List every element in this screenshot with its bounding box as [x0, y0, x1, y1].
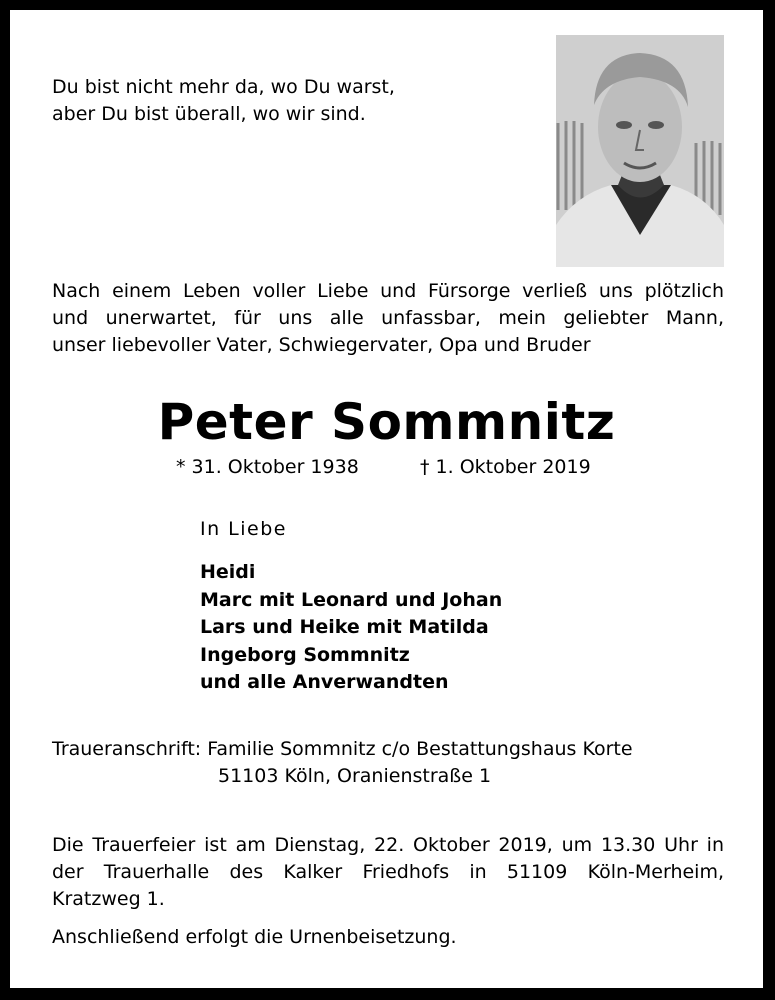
- quote-line: aber Du bist überall, wo wir sind.: [52, 103, 366, 125]
- mourner-name: und alle Anverwandten: [200, 671, 449, 693]
- intro-line: Nach einem Leben voller Liebe und Fürsorge verließ uns plötzlich: [52, 280, 724, 302]
- mourner-name: Lars und Heike mit Matilda: [200, 616, 489, 638]
- birth-date: * 31. Oktober 1938: [176, 456, 359, 478]
- intro-line: unser liebevoller Vater, Schwiegervater, Opa und Bruder: [52, 334, 591, 356]
- urn-burial-note: Anschließend erfolgt die Urnenbeisetzung.: [52, 926, 457, 948]
- obituary-notice: [10, 10, 763, 988]
- mourners-list: [200, 559, 502, 697]
- intro-line: und unerwartet, für uns alle unfassbar, mein geliebter Mann,: [52, 307, 724, 329]
- quote-line: Du bist nicht mehr da, wo Du warst,: [52, 76, 395, 98]
- portrait-illustration: [556, 35, 724, 267]
- mourner-name: Ingeborg Sommnitz: [200, 643, 410, 666]
- ceremony-text: [52, 832, 724, 913]
- deceased-name: Peter Sommnitz: [157, 393, 616, 451]
- mourning-address: Traueranschrift: Familie Sommnitz c/o Bestattungshaus Korte: [52, 738, 633, 760]
- intro-text: [52, 278, 724, 359]
- death-date: † 1. Oktober 2019: [420, 456, 591, 478]
- memorial-quote: [52, 74, 395, 128]
- mourner-name: Marc mit Leonard und Johan: [200, 588, 503, 611]
- mourning-address-city: 51103 Köln, Oranienstraße 1: [218, 765, 492, 787]
- mourners-heading: In Liebe: [200, 518, 287, 540]
- ceremony-line: Die Trauerfeier ist am Dienstag, 22. Oktober 2019, um 13.30 Uhr in: [52, 834, 724, 856]
- ceremony-line: Kratzweg 1.: [52, 888, 165, 910]
- mourner-name: Heidi: [200, 561, 256, 583]
- ceremony-line: der Trauerhalle des Kalker Friedhofs in 51109 Köln-Merheim,: [52, 861, 724, 883]
- portrait-photo: [556, 35, 724, 267]
